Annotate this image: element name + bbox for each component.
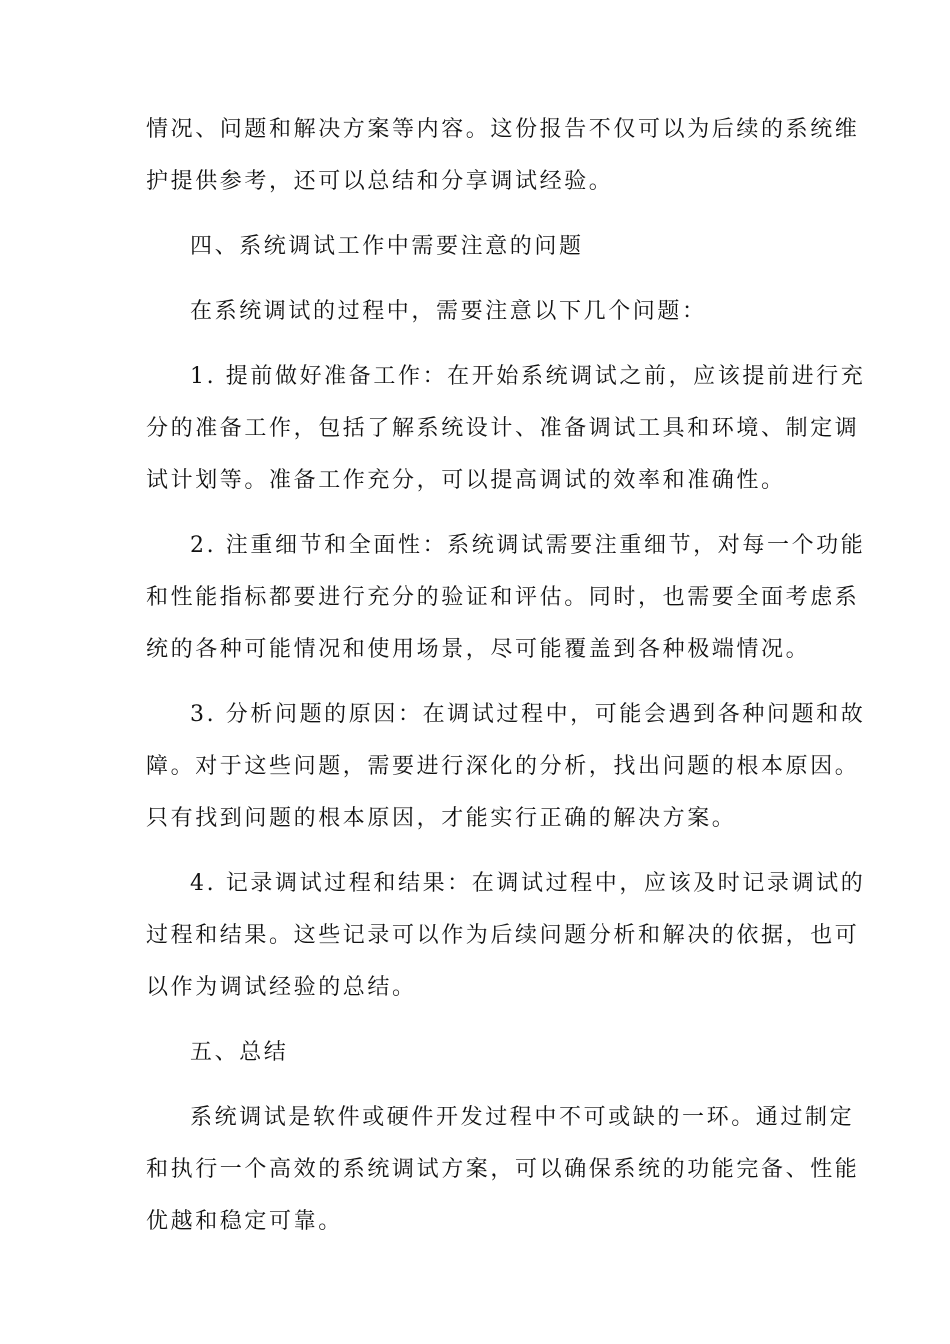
text-line: 在系统调试的过程中，需要注意以下几个问题： — [190, 299, 707, 324]
list-item-4 — [146, 858, 866, 1014]
section-heading-five — [146, 1027, 796, 1079]
text-line: 4. 记录调试过程和结果：在调试过程中，应该及时记录调试的 — [190, 871, 866, 896]
paragraph-intro-continuation — [146, 104, 860, 208]
paragraph-summary — [146, 1092, 860, 1248]
text-line: 分的准备工作，包括了解系统设计、准备调试工具和环境、制定调 — [146, 416, 860, 441]
text-line: 和性能指标都要进行充分的验证和评估。同时，也需要全面考虑系 — [146, 585, 860, 610]
list-item-3 — [146, 689, 866, 845]
text-line: 统的各种可能情况和使用场景，尽可能覆盖到各种极端情况。 — [146, 637, 811, 662]
text-line: 3. 分析问题的原因：在调试过程中，可能会遇到各种问题和故 — [190, 702, 866, 727]
text-line: 情况、问题和解决方案等内容。这份报告不仅可以为后续的系统维 — [146, 117, 860, 142]
text-line: 以作为调试经验的总结。 — [146, 975, 417, 1000]
heading-text: 五、总结 — [190, 1040, 289, 1065]
text-line: 护提供参考，还可以总结和分享调试经验。 — [146, 169, 614, 194]
text-line: 障。对于这些问题，需要进行深化的分析，找出问题的根本原因。 — [146, 754, 860, 779]
paragraph-lead-in — [146, 286, 796, 338]
text-line: 只有找到问题的根本原因，才能实行正确的解决方案。 — [146, 806, 737, 831]
heading-text: 四、系统调试工作中需要注意的问题 — [190, 234, 584, 259]
text-line: 2. 注重细节和全面性：系统调试需要注重细节，对每一个功能 — [190, 533, 866, 558]
list-item-1 — [146, 351, 866, 507]
text-line: 优越和稳定可靠。 — [146, 1209, 343, 1234]
list-item-2 — [146, 520, 866, 676]
text-line: 和执行一个高效的系统调试方案，可以确保系统的功能完备、性能 — [146, 1157, 860, 1182]
document-page — [146, 104, 866, 1248]
section-heading-four — [146, 221, 796, 273]
text-line: 1. 提前做好准备工作：在开始系统调试之前，应该提前进行充 — [190, 364, 866, 389]
text-line: 试计划等。准备工作充分，可以提高调试的效率和准确性。 — [146, 468, 786, 493]
text-line: 系统调试是软件或硬件开发过程中不可或缺的一环。通过制定 — [190, 1105, 855, 1130]
text-line: 过程和结果。这些记录可以作为后续问题分析和解决的依据，也可 — [146, 923, 860, 948]
